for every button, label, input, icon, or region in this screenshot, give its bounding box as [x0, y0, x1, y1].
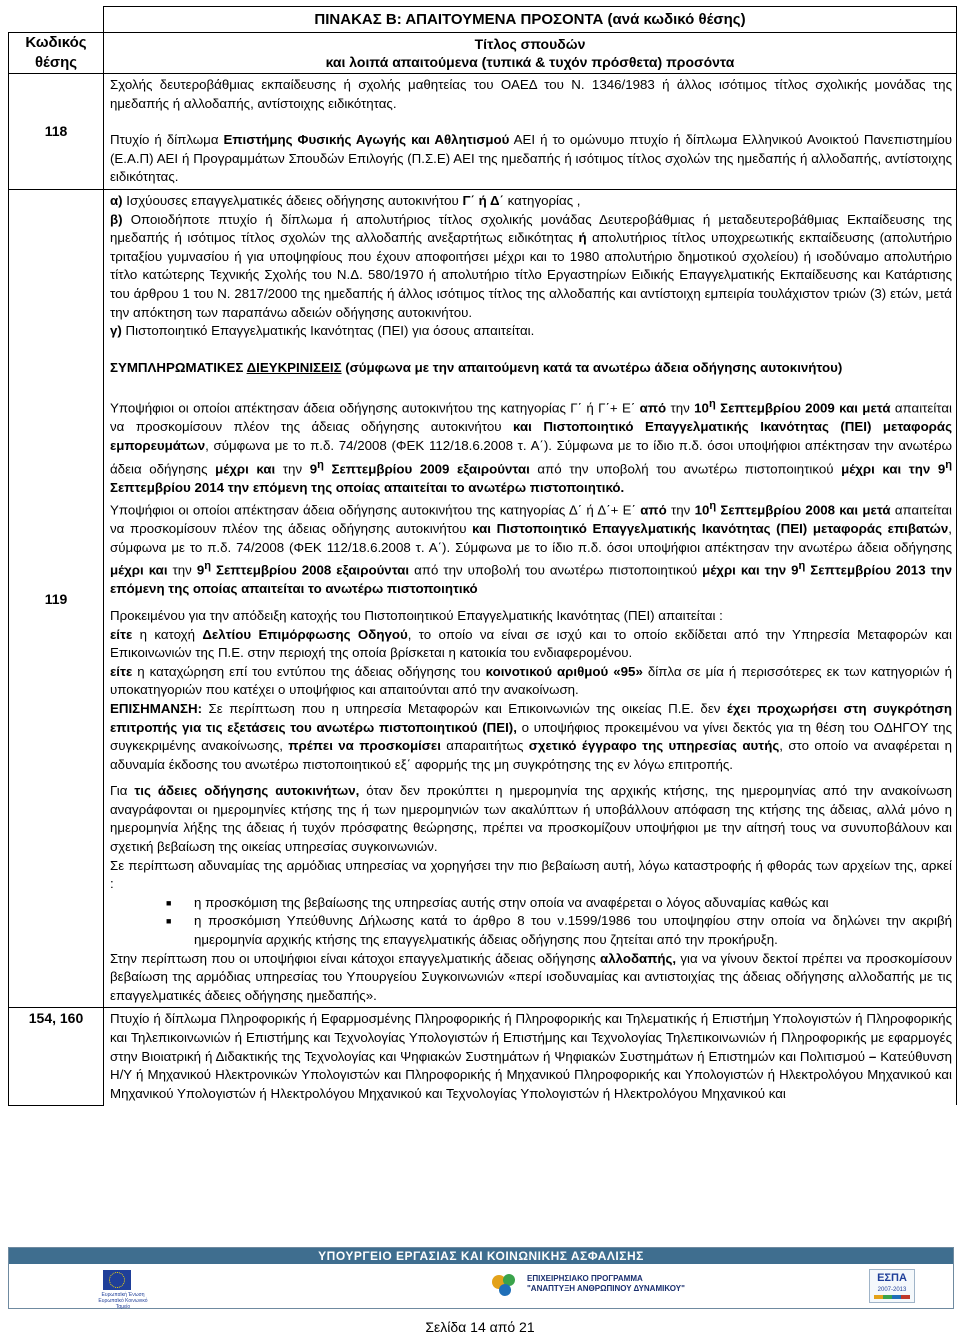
requirement-paragraph: Σχολής δευτεροβάθμιας εκπαίδευσης ή σχολής μαθητείας του ΟΑΕΔ του Ν. 1346/1983 ή άλλος ισότιμος τίτλος σχολικής μονάδας της ημεδαπής ή αλλοδαπής, αντίστοιχης ειδικότητας. [110, 77, 952, 111]
requirement-paragraph: Πτυχίο ή δίπλωμα Πληροφορικής ή Εφαρμοσμένης Πληροφορικής ή Πληροφορικής και Τηλεματικής ή Επιστήμη Υπολογιστών ή Πληροφορικής και Τηλεπικοινωνιών ή Επιστήμης και Τεχνολογίας Υπολογιστών ή Επιστήμης και Τεχνολογίας Τηλεπικοινωνιών ή Πληροφορικής με εφαρμογές στην Βιοιατρική ή Διδακτικής της Τεχνολογίας και Ψηφιακών Συστημάτων ή Ψηφιακών Συστημάτων ή Επιστημών και Πολιτισμού – Κατεύθυνση Η/Υ ή Μηχανικού Ηλεκτρονικών Υπολογιστών και Πληροφορικής ή Μηχανικού Πληροφορικής και Υπολογιστών ή Ηλεκτρολόγου Μηχανικού και Μηχανικού Υπολογιστών ή Ηλεκτρολόγου Μηχανικού και Τεχνολογίας Υπολογιστών ή Ηλεκτρολόγου Μηχανικού και [110, 1011, 952, 1101]
column-header-row [9, 33, 957, 74]
requirement-a: α) Ισχύουσες επαγγελματικές άδειες οδήγησης αυτοκινήτου Γ΄ ή Δ΄ κατηγορίας , [110, 192, 581, 208]
eu-caption: Ευρωπαϊκή Ένωση Ευρωπαϊκό Κοινωνικό Ταμείο [98, 1292, 148, 1310]
requirements-cell [104, 74, 957, 190]
pei-intro: Προκειμένου για την απόδειξη κατοχής του Πιστοποιητικού Επαγγελματικής Ικανότητας (ΠΕΙ) απαιτείται : [110, 607, 723, 623]
ministry-name: ΥΠΟΥΡΓΕΙΟ ΕΡΓΑΣΙΑΣ ΚΑΙ ΚΟΙΝΩΝΙΚΗΣ ΑΣΦΑΛΙΣΗΣ [9, 1248, 953, 1264]
header-code-line1: Κωδικός [25, 34, 87, 51]
requirements-cell [104, 189, 957, 1007]
espa-years: 2007-2013 [877, 1287, 907, 1293]
important-note: ΕΠΙΣΗΜΑΝΣΗ: Σε περίπτωση που η υπηρεσία Μεταφορών και Επικοινωνιών της οικείας Π.Ε. δεν έχει προχωρήσει στη συγκρότηση επιτροπής για τις εξετάσεις του ανωτέρω πιστοποιητικού (ΠΕΙ), ο υποψήφιος προκειμένου να γίνει δεκτός για τη θέση του ΟΔΗΓΟΥ της συγκεκριμένης ανακοίνωσης, πρέπει να προσκομίσει απαραιτήτως σχετικό έγγραφο της υπηρεσίας αυτής, στο οποίο να αναφέρεται η αδυναμία έκδοσης του ανωτέρω πιστοποιητικού εξ΄ αφορμής της μη συγκρότησης της εν λόγω επιτροπής. [110, 700, 952, 772]
category-c-paragraph: Υποψήφιοι οι οποίοι απέκτησαν άδεια οδήγησης αυτοκινήτου της κατηγορίας Γ΄ ή Γ΄+ Ε΄ από την $10^\eta$ Σεπτεμβρίου 2009 και μετά απαιτείται να προσκομίσουν πλέον της άδειας οδήγησης αυτοκινήτου και Πιστοποιητικό Επαγγελματικής Ικανότητας (ΠΕΙ) μεταφοράς εμπορευμάτων, σύμφωνα με το π.δ. 74/2008 (ΦΕΚ 112/18.6.2008 τ. Α΄). Σύμφωνα με το ίδιο π.δ. όσοι υποψήφιοι απέκτησαν την ανωτέρω άδεια οδήγησης μέχρι και την $9^\eta$ Σεπτεμβρίου 2009 εξαιρούνται από την υποβολή του ανωτέρω πιστοποιητικού μέχρι και την $9^\eta$ Σεπτεμβρίου 2014 την επόμενη της οποίας απαιτείται το ανωτέρω πιστοποιητικό. [110, 398, 953, 495]
requirement-c: γ) Πιστοποιητικό Επαγγελματικής Ικανότητας (ΠΕΙ) για όσους απαιτείται. [110, 323, 535, 339]
espa-logo [869, 1269, 915, 1303]
requirements-cell [104, 1008, 957, 1105]
requirement-paragraph: Πτυχίο ή δίπλωμα Επιστήμης Φυσικής Αγωγής και Αθλητισμού ΑΕΙ ή το ομώνυμο πτυχίο ή δίπλωμα Ελληνικού Ανοικτού Πανεπιστημίου (Ε.Α.Π) ΑΕΙ ή Προγραμμάτων Σπουδών Επιλογής (Π.Σ.Ε) ΑΕΙ της ημεδαπής ή ισότιμος τίτλος σχολών της ημεδαπής ή αλλοδαπής, αντίστοιχης ειδικότητας. [110, 132, 952, 185]
foreign-license-paragraph: Στην περίπτωση που οι υποψήφιοι είναι κάτοχοι επαγγελματικής άδειας οδήγησης αλλοδαπής, για να γίνουν δεκτοί πρέπει να προσκομίσουν βεβαίωση της αρμόδιας υπηρεσίας του Υπουργείου Συγκοινωνιών «περί ισοδυναμίας και αντιστοιχίας της άδειας οδήγησης αλλοδαπής με τις επαγγελματικές άδειες οδήγησης ημεδαπής». [110, 950, 952, 1003]
requirements-table [8, 6, 957, 1106]
requirement-b: β) Οποιοδήποτε πτυχίο ή δίπλωμα ή απολυτήριος τίτλος σχολικής μονάδας Δευτεροβάθμιας ή μεταδευτεροβάθμιας Εκπαίδευσης της ημεδαπής ή ισότιμος τίτλος σχολών της αλλοδαπής ανεξαρτήτως ειδικότητας ή απολυτήριος τίτλος υποχρεωτικής εκπαίδευσης (απολυτήριο τριταξίου γυμνασίου ή για υποψηφίους που έχουν αποφοιτήσει μέχρι και το 1980 απολυτήριο δημοτικού σχολείου) ή ισοδύναμο απολυτήριο τίτλο κατώτερης Τεχνικής Σχολής του Ν.Δ. 580/1970 ή απολυτήριο τίτλο Εργαστηρίων Ειδικής Επαγγελματικής Εκπαίδευσης και Κατάρτισης του άρθρου 1 του Ν. 2817/2000 της ημεδαπής ή άλλος ισότιμος τίτλος της αλλοδαπής και αντίστοιχη εμπειρία τουλάχιστον τριών (3) ετών, μετά την απόκτηση των παραπάνω αδειών οδήγησης αυτοκινήτου. [110, 211, 952, 320]
list-item: ■ η προσκόμιση της βεβαίωσης της υπηρεσίας αυτής στην οποία να αναφέρεται ο λόγος αδυναμίας καθώς και [166, 894, 952, 913]
op-line2: "ΑΝΑΠΤΥΞΗ ΑΝΘΡΩΠΙΝΟΥ ΔΥΝΑΜΙΚΟΥ" [527, 1284, 685, 1293]
position-code: 118 [9, 74, 104, 190]
table-title-row [9, 7, 957, 33]
table-row-118 [9, 74, 957, 190]
pei-option-2: είτε η καταχώρηση επί του εντύπου της άδειας οδήγησης του κοινοτικού αριθμού «95» δίπλα σε μία ή περισσότερες εκ των κατηγοριών ή υποκατηγοριών που κατέχει ο υποψήφιος και απαιτούνται από την ανακοίνωση. [110, 663, 953, 698]
supplementary-heading: ΣΥΜΠΛΗΡΩΜΑΤΙΚΕΣ ΔΙΕΥΚΡΙΝΙΣΕΙΣ (σύμφωνα με την απαιτούμενη κατά τα ανωτέρω άδεια οδήγησης αυτοκινήτου) [110, 359, 843, 375]
position-code: 154, 160 [9, 1008, 104, 1105]
page-number: Σελίδα 14 από 21 [425, 1319, 535, 1335]
operational-program-icon [489, 1270, 523, 1300]
footer-banner [8, 1247, 954, 1309]
certificate-list [110, 894, 952, 950]
eu-flag-icon [103, 1270, 131, 1290]
header-code-column [9, 33, 104, 74]
position-code: 119 [9, 189, 104, 1007]
header-title-line1: Τίτλος σπουδών [474, 36, 586, 52]
op-line1: ΕΠΙΧΕΙΡΗΣΙΑΚΟ ΠΡΟΓΡΑΜΜΑ [527, 1274, 643, 1283]
espa-title: ΕΣΠΑ [877, 1272, 907, 1284]
header-title-column [104, 33, 957, 74]
header-code-line2: θέσης [34, 54, 78, 71]
header-title-line2: και λοιπά απαιτούμενα (τυπικά & τυχόν πρόσθετα) προσόντα [325, 54, 735, 70]
operational-program-logo [489, 1270, 689, 1300]
table-title: ΠΙΝΑΚΑΣ Β: ΑΠΑΙΤΟΥΜΕΝΑ ΠΡΟΣΟΝΤΑ (ανά κωδικό θέσης) [104, 7, 957, 33]
license-paragraph: Για τις άδειες οδήγησης αυτοκινήτων, όταν δεν προκύπτει η ημερομηνία της αρχικής κτήσης, της ημερομηνίας από την ανακοίνωση αναγράφονται οι ημερομηνίες κτήσης της ή των ημερομηνιών των ακαλύπτων ή υποβάλλουν απόφαση της κτήσης της άδειας, αλλά μόνο η ημερομηνία λήξης της άδειας ή τυχόν πρόσφατης θεώρησης, πρέπει να προσκομίζουν υποψήφιοι με την αίτησή τους να συνυποβάλουν και σχετική βεβαίωση της οικείας υπηρεσίας συγκοινωνιών. [110, 783, 952, 855]
category-d-paragraph: Υποψήφιοι οι οποίοι απέκτησαν άδεια οδήγησης αυτοκινήτου της κατηγορίας Δ΄ ή Δ΄+ Ε΄ από την $10^\eta$ Σεπτεμβρίου 2008 και μετά απαιτείται να προσκομίσουν πλέον της άδειας οδήγησης αυτοκινήτου και Πιστοποιητικό Επαγγελματικής Ικανότητας (ΠΕΙ) μεταφοράς επιβατών, σύμφωνα με το π.δ. 74/2008 (ΦΕΚ 112/18.6.2008 τ. Α΄). Σύμφωνα με το ίδιο π.δ. όσοι υποψήφιοι απέκτησαν την ανωτέρω άδεια οδήγησης μέχρι και την $9^\eta$ Σεπτεμβρίου 2008 εξαιρούνται από την υποβολή του ανωτέρω πιστοποιητικού μέχρι και την $9^\eta$ Σεπτεμβρίου 2013 την επόμενη της οποίας απαιτείται το ανωτέρω πιστοποιητικό [110, 500, 953, 597]
table-row-154-160 [9, 1008, 957, 1105]
list-item: ■ η προσκόμιση Υπεύθυνης Δήλωσης κατά το άρθρο 8 του ν.1599/1986 του υποψηφίου στην οποία να δηλώνει την ακριβή ημερομηνία αρχικής κτήσης της επαγγελματικής άδειας οδήγησης που ζητείται από την προκήρυξη. [166, 912, 952, 949]
certificate-intro: Σε περίπτωση αδυναμίας της αρμόδιας υπηρεσίας να χορηγήσει την πιο βεβαίωση αυτή, λόγω καταστροφής ή φθοράς των αρχείων της, αρκεί : [110, 857, 952, 892]
pei-option-1: είτε η κατοχή Δελτίου Επιμόρφωσης Οδηγού, το οποίο να είναι σε ισχύ και το οποίο εκδίδεται από την Υπηρεσία Μεταφορών και Επικοινωνιών της Π.Ε. στην περιοχή της οποία βρίσκεται η κατοικία του ενδιαφερομένου. [110, 626, 952, 661]
table-row-119 [9, 189, 957, 1007]
